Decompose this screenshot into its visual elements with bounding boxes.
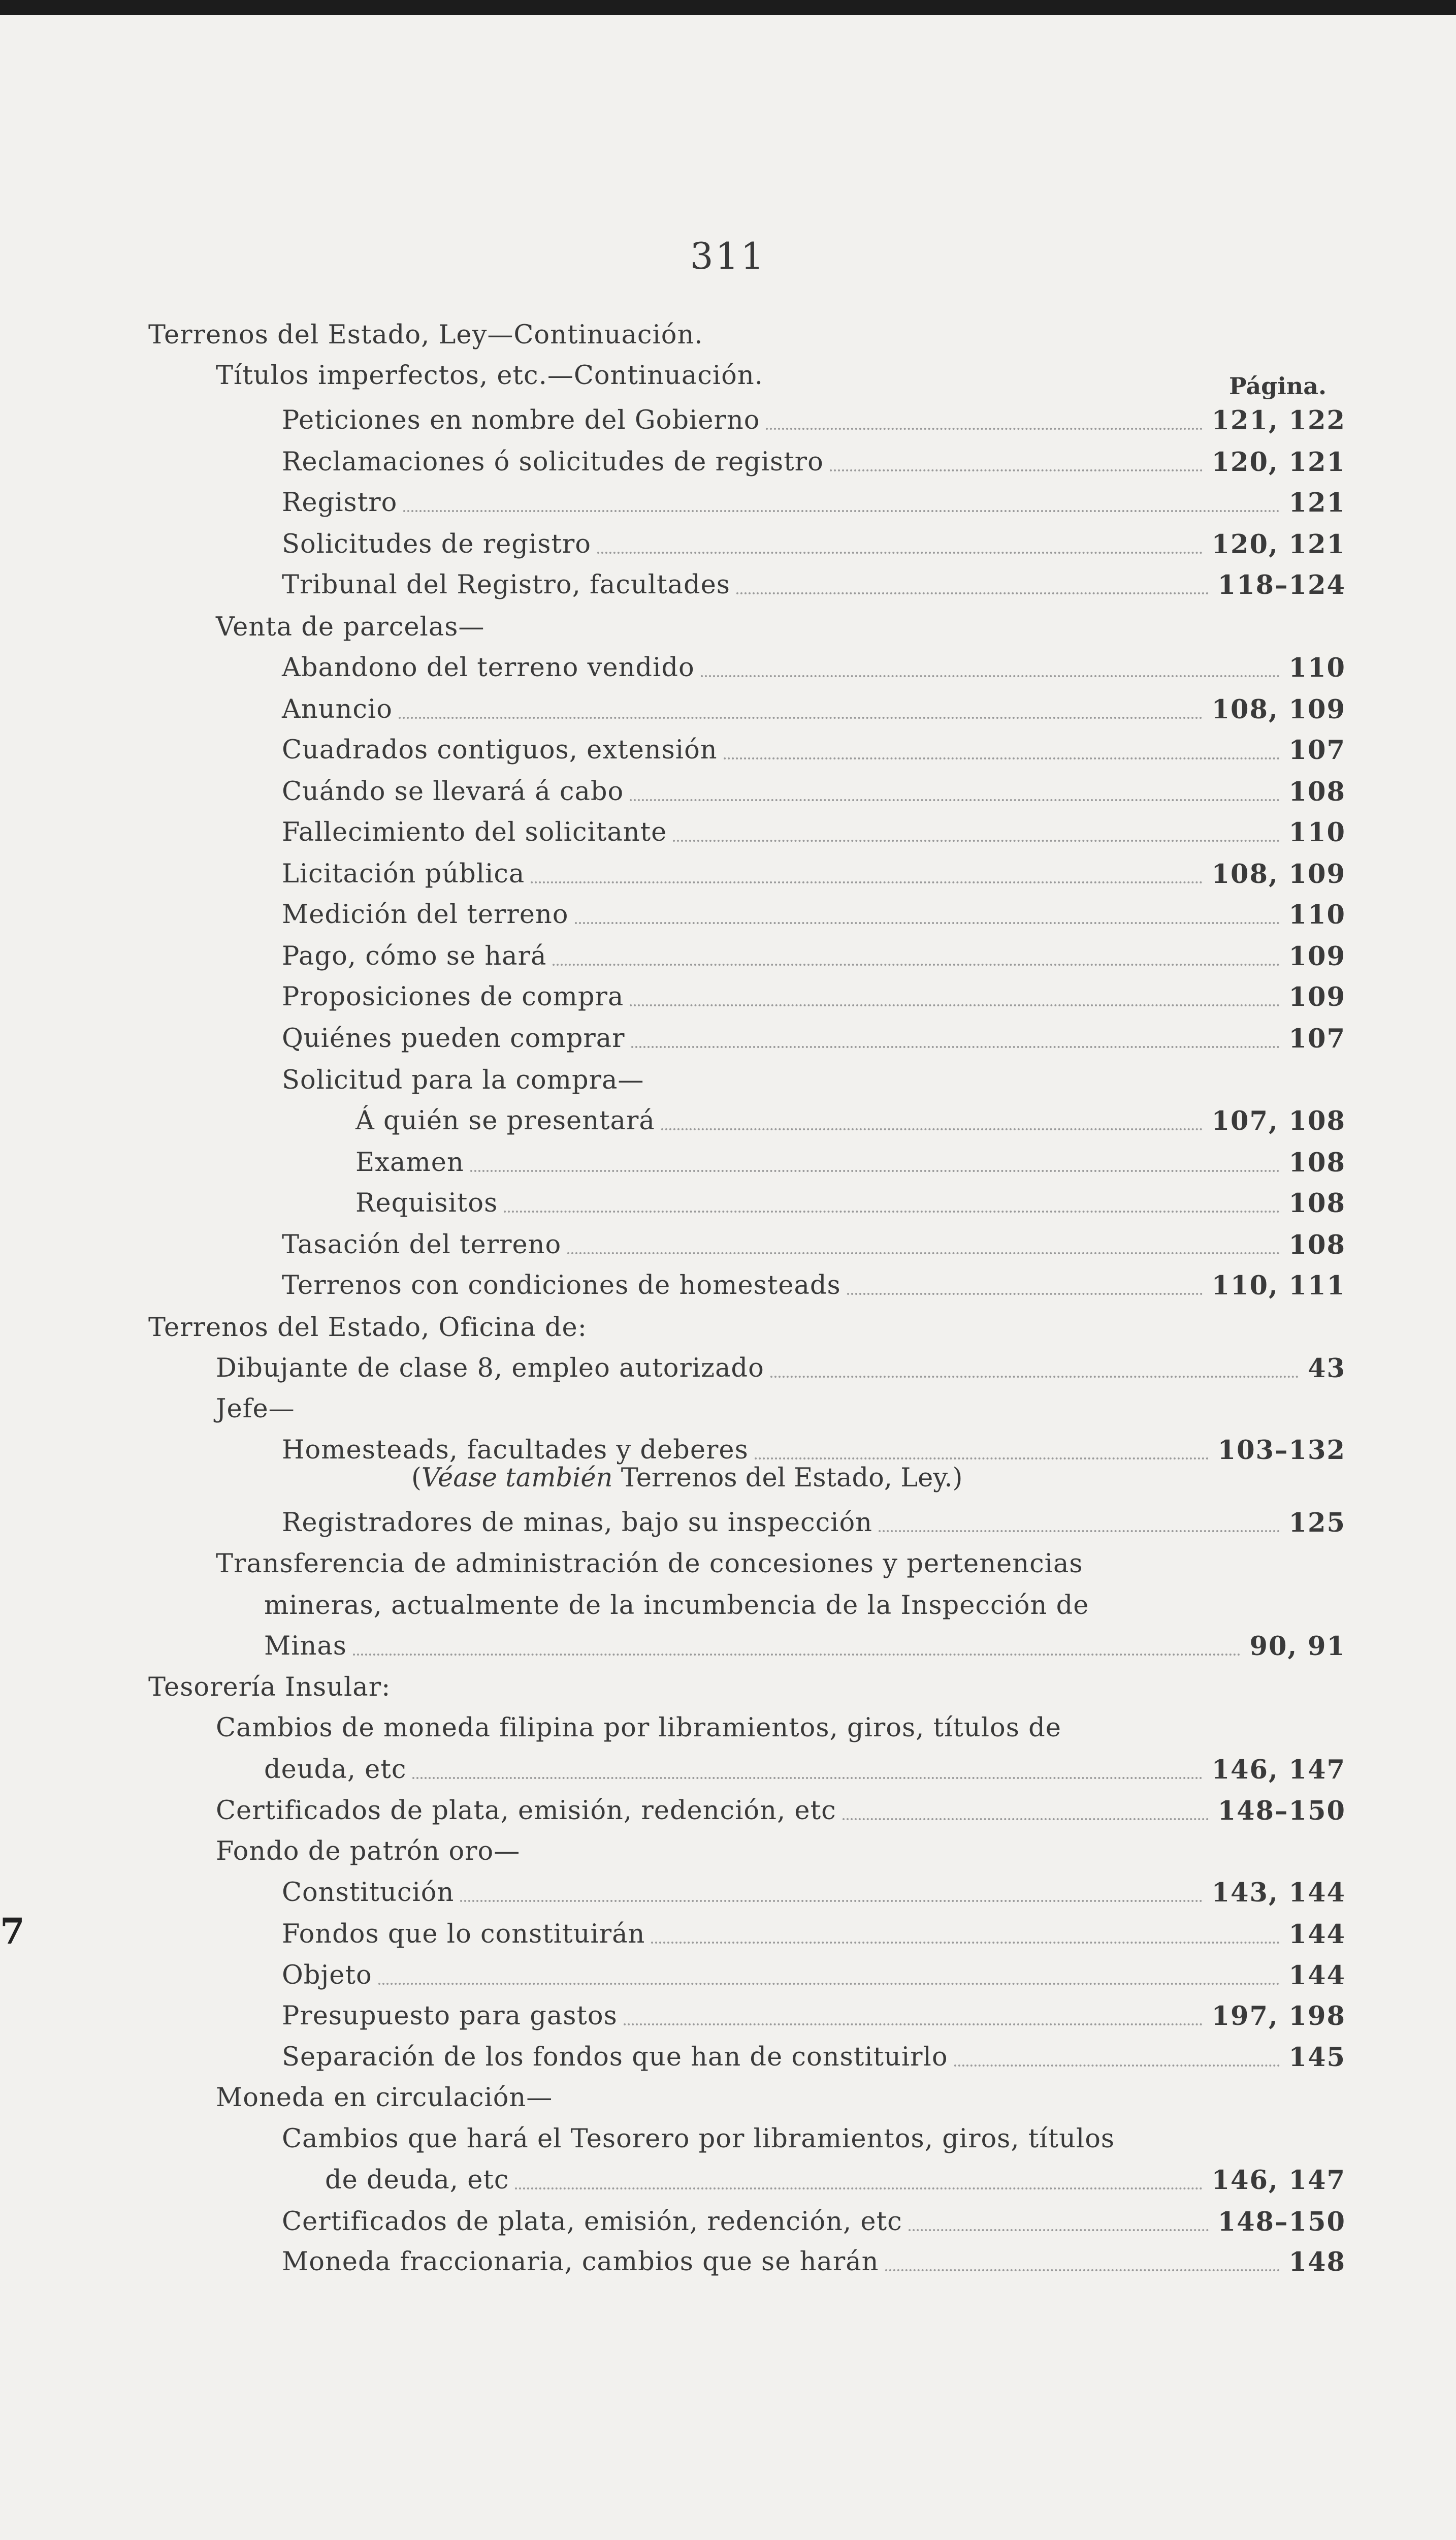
entry-text: Dibujante de clase 8, empleo autorizado <box>216 1353 764 1383</box>
margin-mark: 7 <box>0 1910 25 1952</box>
index-entry <box>282 1265 1346 1306</box>
index-entry <box>282 2037 1346 2078</box>
entry-text: Presupuesto para gastos <box>282 2001 618 2031</box>
entry-page: 144 <box>1288 1919 1346 1950</box>
see-also-open: ( <box>411 1463 422 1493</box>
entry-page: 108 <box>1288 1188 1346 1219</box>
entry-text: Pago, cómo se hará <box>282 941 547 971</box>
entry-text: Requisitos <box>355 1188 498 1218</box>
index-entry <box>216 1348 1346 1389</box>
index-entry <box>282 772 1346 812</box>
entry-page: 145 <box>1288 2042 1346 2073</box>
index-entry <box>282 1872 1346 1913</box>
index-entry <box>216 607 484 648</box>
entry-page: 110 <box>1288 900 1346 930</box>
entry-text: Minas <box>264 1631 347 1661</box>
entry-text: Tesorería Insular: <box>148 1672 391 1702</box>
entry-text: Terrenos con condiciones de homesteads <box>282 1271 841 1300</box>
index-entry <box>282 524 1346 565</box>
entry-text: Registro <box>282 488 398 518</box>
leader-dots <box>630 1004 1279 1006</box>
page-column-heading: Página. <box>1229 372 1327 400</box>
leader-dots <box>515 2187 1202 2189</box>
entry-page: 121 <box>1288 488 1346 518</box>
leader-dots <box>624 2023 1203 2025</box>
leader-dots <box>847 1293 1203 1295</box>
entry-text: Proposiciones de compra <box>282 982 624 1012</box>
entry-page: 108 <box>1288 1230 1346 1260</box>
entry-text: Transferencia de administración de concesiones y pertenencias <box>216 1549 1083 1579</box>
entry-text: Registradores de minas, bajo su inspección <box>282 1508 873 1538</box>
entry-text: Fondo de patrón oro— <box>216 1836 521 1866</box>
entry-page: 118–124 <box>1217 570 1346 600</box>
leader-dots <box>909 2229 1209 2231</box>
leader-dots <box>954 2065 1280 2067</box>
entry-page: 107 <box>1288 735 1346 766</box>
entry-text: Quiénes pueden comprar <box>282 1024 625 1054</box>
see-also-note <box>411 1458 962 1499</box>
entry-text: Tribunal del Registro, facultades <box>282 570 730 600</box>
entry-page: 43 <box>1308 1353 1346 1384</box>
entry-text: Solicitud para la compra— <box>282 1065 644 1095</box>
index-entry <box>264 1585 1089 1626</box>
leader-dots <box>661 1128 1203 1130</box>
index-entry <box>264 1750 1346 1790</box>
leader-dots <box>651 1942 1279 1944</box>
leader-dots <box>597 552 1203 554</box>
leader-dots <box>701 675 1280 677</box>
entry-text: Separación de los fondos que han de constituirlo <box>282 2042 948 2072</box>
entry-text: Peticiones en nombre del Gobierno <box>282 405 760 435</box>
index-entry <box>325 2160 1346 2201</box>
leader-dots <box>575 922 1280 924</box>
entry-text: Cambios que hará el Tesorero por libramientos, giros, títulos <box>282 2124 1115 2154</box>
index-entry <box>264 1626 1346 1667</box>
entry-page: 109 <box>1288 941 1346 972</box>
entry-text: deuda, etc <box>264 1755 407 1785</box>
index-entry <box>216 356 763 396</box>
index-entry <box>148 1308 587 1348</box>
index-entry <box>355 1101 1346 1141</box>
entry-text: Anuncio <box>282 694 393 724</box>
leader-dots <box>378 1983 1280 1985</box>
index-entry <box>282 689 1346 730</box>
leader-dots <box>673 840 1279 842</box>
entry-page: 107, 108 <box>1211 1106 1346 1136</box>
leader-dots <box>630 799 1279 801</box>
entry-text: Títulos imperfectos, etc.—Continuación. <box>216 361 763 391</box>
entry-page: 143, 144 <box>1211 1878 1346 1908</box>
entry-page: 146, 147 <box>1211 2165 1346 2196</box>
entry-text: Homesteads, facultades y deberes <box>282 1435 749 1465</box>
entry-page: 121, 122 <box>1211 405 1346 436</box>
entry-text: Cuadrados contiguos, extensión <box>282 735 718 765</box>
leader-dots <box>885 2269 1280 2271</box>
index-entry <box>148 315 703 356</box>
entry-page: 148–150 <box>1217 1796 1346 1826</box>
entry-text: Moneda en circulación— <box>216 2083 553 2113</box>
leader-dots <box>736 592 1209 594</box>
entry-text: Abandono del terreno vendido <box>282 653 695 683</box>
entry-text: mineras, actualmente de la incumbencia de la Inspección de <box>264 1591 1089 1621</box>
leader-dots <box>879 1530 1280 1532</box>
page-number: 311 <box>690 235 766 277</box>
entry-text: Venta de parcelas— <box>216 612 485 642</box>
index-entry <box>282 936 1346 977</box>
leader-dots <box>830 469 1203 471</box>
entry-page: 108 <box>1288 1148 1346 1178</box>
index-entry <box>355 1183 1346 1224</box>
entry-page: 110, 111 <box>1211 1271 1346 1301</box>
entry-text: Terrenos del Estado, Oficina de: <box>148 1313 587 1343</box>
entry-page: 108 <box>1288 777 1346 807</box>
entry-page: 110 <box>1288 817 1346 848</box>
index-entry <box>282 1019 1346 1059</box>
index-entry <box>282 812 1346 853</box>
index-entry <box>216 1544 1083 1584</box>
entry-text: Licitación pública <box>282 859 525 889</box>
leader-dots <box>399 717 1203 719</box>
see-also-rest: Terrenos del Estado, Ley.) <box>621 1463 963 1493</box>
entry-text: Reclamaciones ó solicitudes de registro <box>282 447 824 477</box>
index-entry <box>282 483 1346 523</box>
leader-dots <box>353 1654 1241 1656</box>
leader-dots <box>531 881 1202 883</box>
index-entry <box>282 1503 1346 1543</box>
index-entry <box>282 2202 1346 2242</box>
index-entry <box>355 1142 1346 1183</box>
entry-page: 125 <box>1288 1508 1346 1538</box>
leader-dots <box>412 1777 1202 1779</box>
entry-page: 108, 109 <box>1211 694 1346 725</box>
entry-text: Moneda fraccionaria, cambios que se harán <box>282 2247 879 2277</box>
index-entry <box>282 1060 644 1101</box>
index-entry <box>282 1996 1346 2037</box>
entry-page: 110 <box>1288 653 1346 683</box>
entry-text: Terrenos del Estado, Ley—Continuación. <box>148 320 703 350</box>
entry-text: de deuda, etc <box>325 2165 509 2195</box>
index-entry <box>282 854 1346 895</box>
leader-dots <box>766 428 1202 430</box>
leader-dots <box>403 510 1279 512</box>
entry-page: 90, 91 <box>1249 1631 1346 1662</box>
entry-text: Certificados de plata, emisión, redención, etc <box>216 1796 836 1826</box>
entry-page: 108, 109 <box>1211 859 1346 890</box>
leader-dots <box>843 1818 1209 1820</box>
entry-text: Fallecimiento del solicitante <box>282 817 667 847</box>
index-entry <box>282 977 1346 1018</box>
entry-text: Tasación del terreno <box>282 1230 562 1260</box>
index-entry <box>282 1914 1346 1955</box>
entry-text: Fondos que lo constituirán <box>282 1919 645 1949</box>
leader-dots <box>470 1170 1280 1172</box>
entry-text: Solicitudes de registro <box>282 529 592 559</box>
index-entry <box>282 730 1346 771</box>
index-entry <box>216 1708 1061 1749</box>
entry-text: Cuándo se llevará á cabo <box>282 777 624 807</box>
leader-dots <box>770 1376 1299 1378</box>
entry-text: Certificados de plata, emisión, redención, etc <box>282 2207 902 2237</box>
index-entry <box>148 1667 391 1708</box>
index-entry <box>216 1389 295 1430</box>
index-entry <box>282 648 1346 688</box>
index-entry <box>282 400 1346 441</box>
leader-dots <box>553 964 1279 966</box>
entry-text: Á quién se presentará <box>355 1106 655 1136</box>
leader-dots <box>504 1211 1279 1213</box>
index-entry <box>282 565 1346 606</box>
index-entry <box>282 895 1346 935</box>
entry-page: 103–132 <box>1217 1435 1346 1466</box>
entry-text: Cambios de moneda filipina por libramientos, giros, títulos de <box>216 1713 1061 1743</box>
entry-page: 109 <box>1288 982 1346 1012</box>
entry-page: 148 <box>1288 2247 1346 2277</box>
index-entry <box>216 1831 520 1872</box>
index-entry <box>282 1225 1346 1265</box>
leader-dots <box>631 1046 1280 1048</box>
leader-dots <box>567 1252 1279 1254</box>
entry-page: 107 <box>1288 1024 1346 1054</box>
entry-page: 120, 121 <box>1211 529 1346 560</box>
entry-page: 148–150 <box>1217 2207 1346 2237</box>
entry-page: 197, 198 <box>1211 2001 1346 2031</box>
index-entry <box>216 1791 1346 1831</box>
entry-page: 120, 121 <box>1211 447 1346 478</box>
leader-dots <box>724 757 1280 759</box>
entry-page: 146, 147 <box>1211 1755 1346 1785</box>
index-entry <box>282 442 1346 483</box>
index-entry <box>216 2078 553 2118</box>
index-entry <box>282 2119 1115 2160</box>
leader-dots <box>460 1900 1202 1902</box>
entry-text: Medición del terreno <box>282 900 569 930</box>
entry-text: Jefe— <box>216 1394 295 1424</box>
entry-text: Examen <box>355 1148 464 1178</box>
entry-page: 144 <box>1288 1960 1346 1991</box>
see-also-italic: Véase también <box>421 1463 613 1493</box>
index-entry <box>282 1955 1346 1996</box>
entry-text: Constitución <box>282 1878 455 1908</box>
index-entry <box>282 2242 1346 2282</box>
entry-text: Objeto <box>282 1960 372 1990</box>
